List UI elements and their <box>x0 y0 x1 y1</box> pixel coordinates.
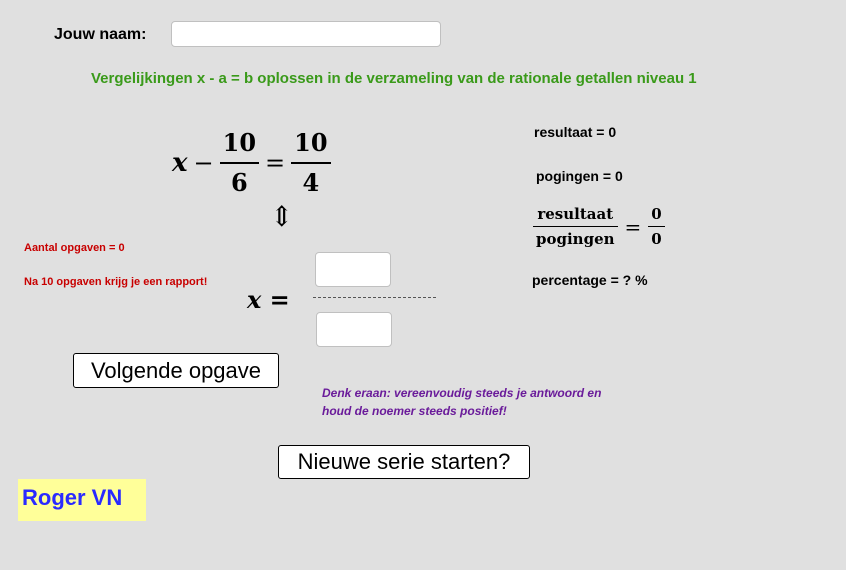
page-title: Vergelijkingen x - a = b oplossen in de verzameling van de rationale getallen niveau 1 <box>91 70 697 87</box>
next-exercise-button[interactable]: Volgende opgave <box>73 353 279 388</box>
answer-label: x = <box>247 285 290 314</box>
hint-line-2: houd de noemer steeds positief! <box>322 404 507 418</box>
fraction-b-numerator: 10 <box>294 128 328 157</box>
name-input[interactable] <box>171 21 441 47</box>
equation-fraction-a <box>220 128 259 197</box>
hint-text <box>322 384 601 420</box>
equation-minus: − <box>193 148 214 177</box>
ratio-value-numerator: 0 <box>651 205 662 223</box>
answer-denominator-input[interactable] <box>316 312 392 347</box>
author-label: Roger VN <box>18 479 146 521</box>
fraction-a-bar <box>220 162 259 164</box>
ratio-value-fraction <box>648 205 664 248</box>
exercise-count: Aantal opgaven = 0 <box>24 242 125 254</box>
equivalence-arrow-icon: ⇕ <box>270 200 294 233</box>
equation-equals: = <box>265 148 286 177</box>
ratio-display <box>533 205 665 248</box>
ratio-label-bar <box>533 226 618 227</box>
name-label: Jouw naam: <box>54 26 147 43</box>
equation <box>172 128 331 197</box>
ratio-label-fraction <box>533 205 618 248</box>
report-notice: Na 10 opgaven krijg je een rapport! <box>24 276 208 288</box>
ratio-label-numerator: resultaat <box>537 205 614 223</box>
percentage-stat: percentage = ? % <box>532 272 648 288</box>
answer-numerator-input[interactable] <box>315 252 391 287</box>
fraction-a-numerator: 10 <box>222 128 257 157</box>
fraction-b-bar <box>291 162 330 164</box>
fraction-b-denominator: 4 <box>302 168 320 197</box>
equation-variable: x <box>172 147 188 178</box>
answer-fraction-bar <box>313 297 436 298</box>
equation-fraction-b <box>291 128 330 197</box>
ratio-equals: = <box>624 214 642 239</box>
ratio-value-denominator: 0 <box>651 230 662 248</box>
ratio-label-denominator: pogingen <box>536 230 615 248</box>
fraction-a-denominator: 6 <box>230 168 248 197</box>
new-series-button[interactable]: Nieuwe serie starten? <box>278 445 530 479</box>
attempts-stat: pogingen = 0 <box>536 168 623 184</box>
hint-line-1: Denk eraan: vereenvoudig steeds je antwoord en <box>322 386 602 400</box>
result-stat: resultaat = 0 <box>534 124 617 140</box>
ratio-value-bar <box>648 226 664 227</box>
